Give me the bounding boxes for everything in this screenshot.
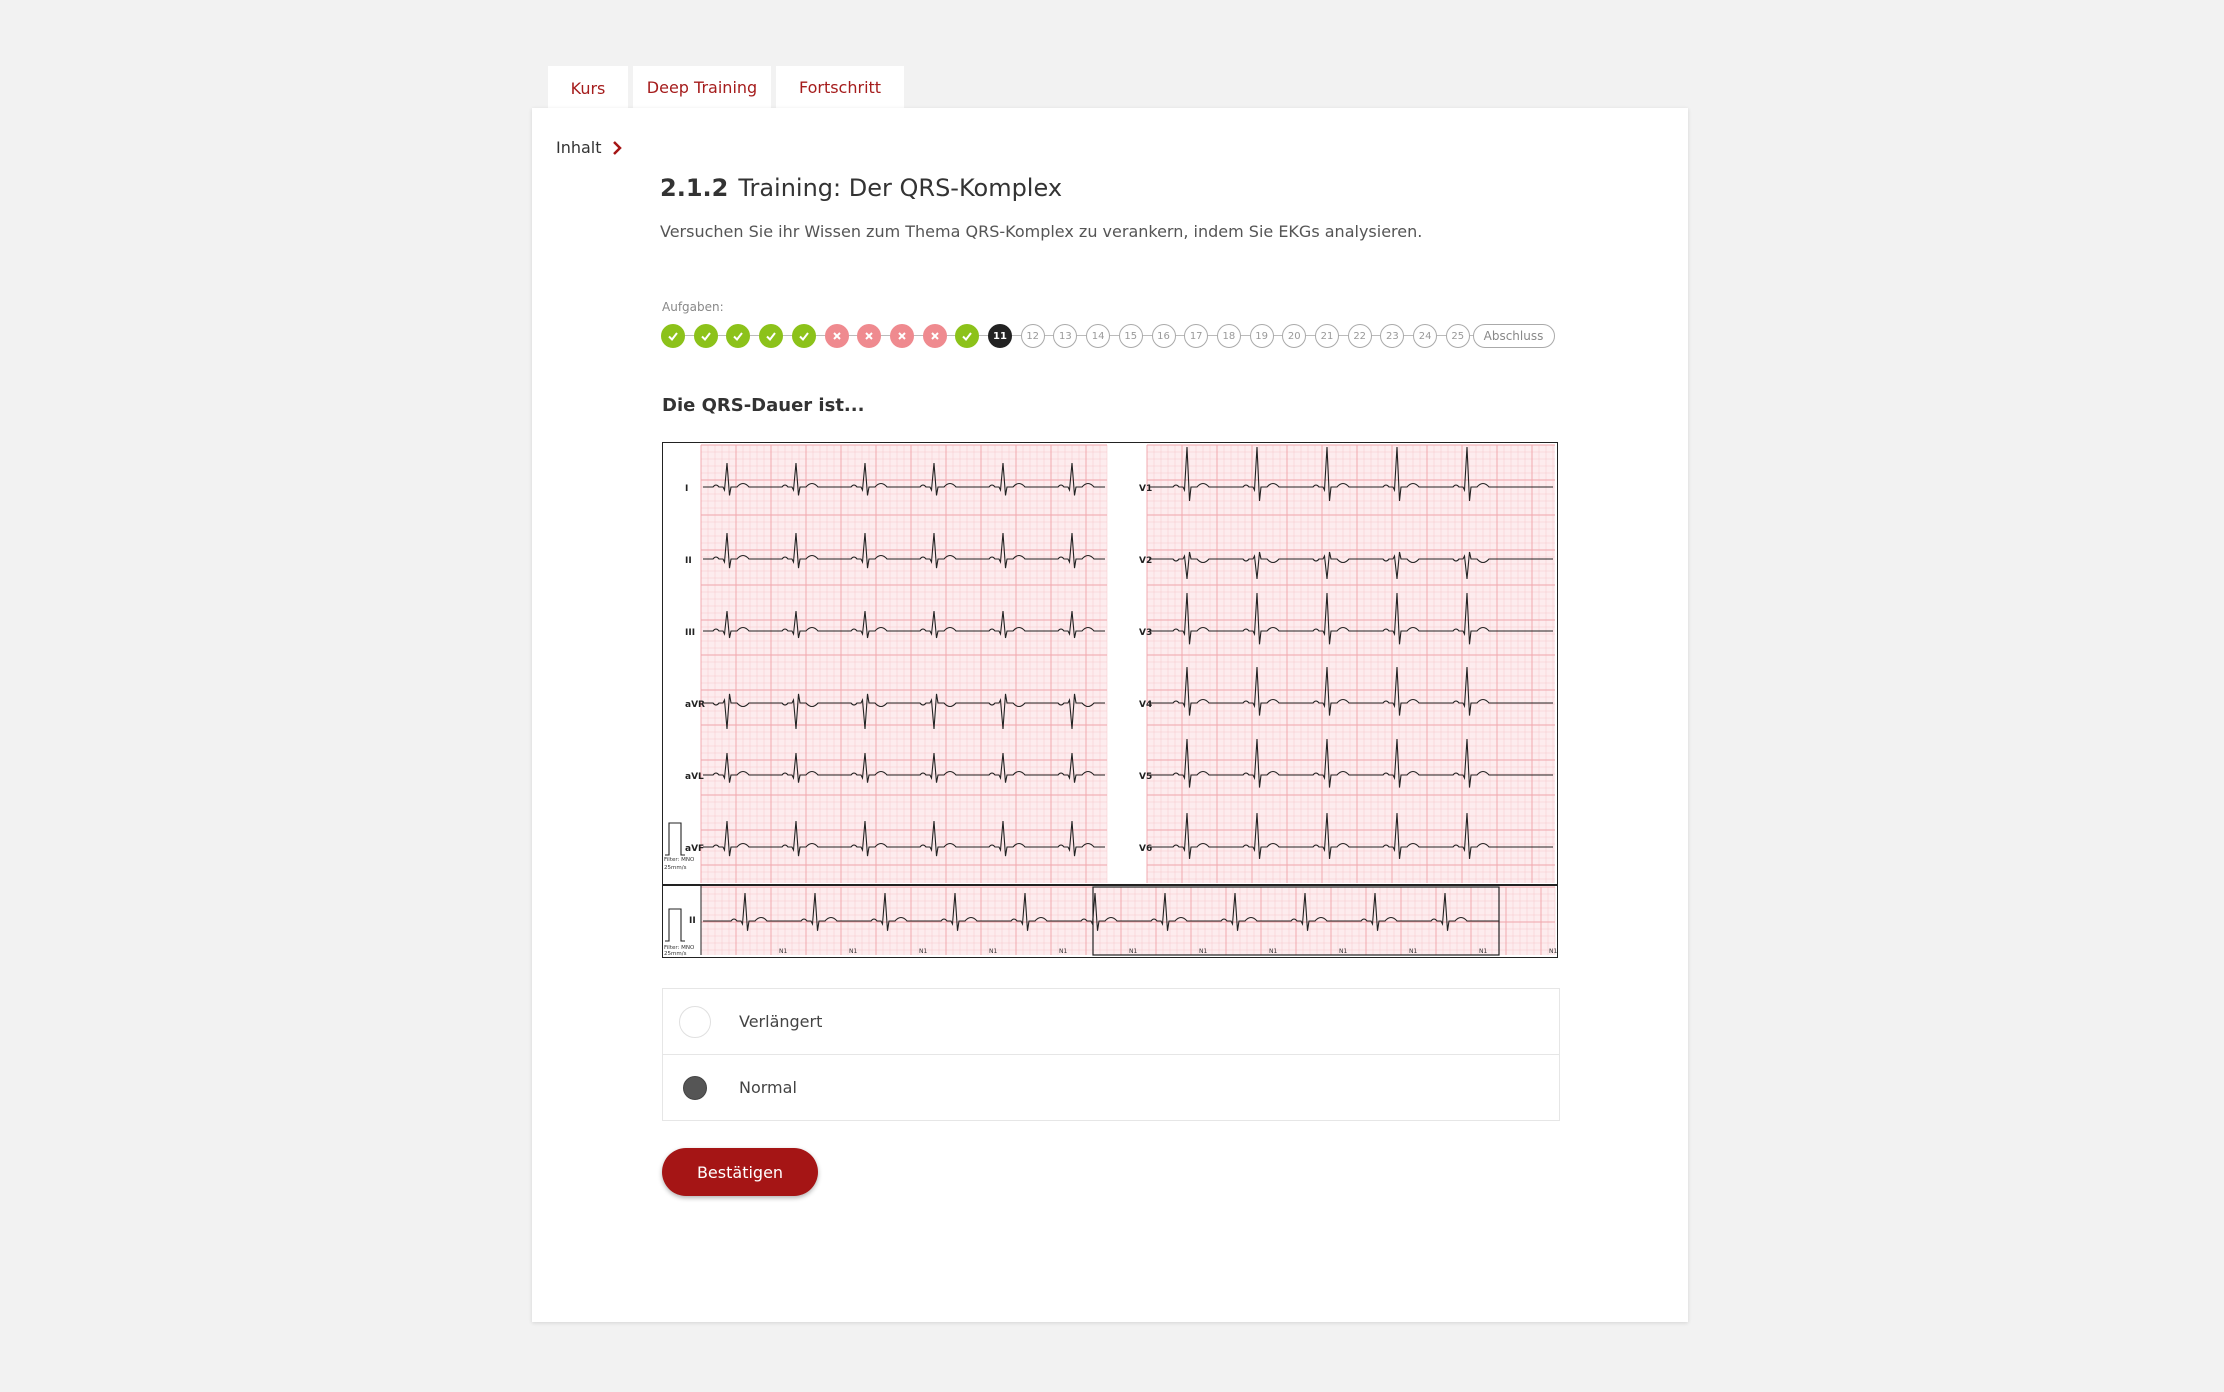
step-done-4[interactable]: [759, 324, 783, 348]
option-label: Verlängert: [739, 1012, 823, 1031]
step-14[interactable]: 14: [1086, 324, 1110, 348]
step-abschluss[interactable]: Abschluss: [1473, 324, 1555, 348]
ecg-lead-label: aVF: [685, 844, 705, 854]
lesson-title: Training: Der QRS-Komplex: [738, 174, 1063, 202]
option-label: Normal: [739, 1078, 797, 1097]
ecg-calibration-pulse: [665, 823, 685, 855]
ecg-beat-label: N1: [1409, 948, 1418, 955]
check-icon: [960, 329, 974, 343]
answer-options: [662, 988, 1560, 1121]
ecg-beat-label: N1: [1269, 948, 1278, 955]
step-11[interactable]: 11: [988, 324, 1012, 348]
ecg-lead-label: aVR: [685, 700, 705, 710]
page-title: [660, 174, 1062, 202]
step-wrong-7[interactable]: [857, 324, 881, 348]
ecg-beat-label: N1: [989, 948, 998, 955]
step-18[interactable]: 18: [1217, 324, 1241, 348]
ecg-lead-label: aVL: [685, 772, 704, 782]
step-wrong-6[interactable]: [825, 324, 849, 348]
check-icon: [699, 329, 713, 343]
ecg-beat-label: N1: [1479, 948, 1488, 955]
ecg-beat-label: N1: [1059, 948, 1068, 955]
ecg-lead-label: II: [685, 556, 692, 566]
ecg-grid-right-bg: [1147, 445, 1555, 883]
cross-icon: [928, 329, 942, 343]
ecg-beat-label: N1: [919, 948, 928, 955]
confirm-button[interactable]: Bestätigen: [662, 1148, 818, 1196]
check-icon: [797, 329, 811, 343]
step-done-10[interactable]: [955, 324, 979, 348]
option-verlaengert[interactable]: [663, 989, 1559, 1055]
ecg-filter-label: Filter: MNO: [664, 857, 695, 863]
cross-icon: [830, 329, 844, 343]
content-panel: [532, 108, 1688, 1322]
check-icon: [764, 329, 778, 343]
ecg-lead-label: V6: [1139, 844, 1153, 854]
step-20[interactable]: 20: [1282, 324, 1306, 348]
step-done-2[interactable]: [694, 324, 718, 348]
step-17[interactable]: 17: [1184, 324, 1208, 348]
step-15[interactable]: 15: [1119, 324, 1143, 348]
ecg-lead-label: V4: [1139, 700, 1153, 710]
ecg-lead-label: V1: [1139, 484, 1153, 494]
ecg-beat-label: N1: [1339, 948, 1348, 955]
tasks-label: Aufgaben:: [662, 300, 724, 314]
step-21[interactable]: 21: [1315, 324, 1339, 348]
ecg-beat-label: N1: [1129, 948, 1138, 955]
cross-icon: [895, 329, 909, 343]
ecg-image: [662, 442, 1558, 958]
ecg-lead-label: V5: [1139, 772, 1153, 782]
ecg-calibration-pulse-rhythm: [665, 909, 685, 941]
tab-fortschritt[interactable]: Fortschritt: [776, 66, 904, 108]
step-23[interactable]: 23: [1380, 324, 1404, 348]
check-icon: [666, 329, 680, 343]
question-text: Die QRS-Dauer ist...: [662, 395, 865, 416]
ecg-beat-label: N1: [849, 948, 858, 955]
step-12[interactable]: 12: [1021, 324, 1045, 348]
step-19[interactable]: 19: [1250, 324, 1274, 348]
tab-bar: [548, 66, 909, 108]
lesson-number: 2.1.2: [660, 174, 729, 202]
ecg-beat-label: N1: [779, 948, 788, 955]
lesson-description: Versuchen Sie ihr Wissen zum Thema QRS-Komplex zu verankern, indem Sie EKGs analysieren.: [660, 222, 1423, 241]
ecg-lead-label: III: [685, 628, 696, 638]
ecg-beat-label: N1: [1199, 948, 1208, 955]
ecg-lead-label: I: [685, 484, 689, 494]
ecg-strip: [663, 443, 1557, 957]
check-icon: [731, 329, 745, 343]
ecg-speed-label: 25mm/s: [664, 865, 687, 871]
step-done-1[interactable]: [661, 324, 685, 348]
step-22[interactable]: 22: [1348, 324, 1372, 348]
step-25[interactable]: 25: [1446, 324, 1470, 348]
radio-button[interactable]: [679, 1006, 711, 1038]
option-normal[interactable]: [663, 1055, 1559, 1120]
step-16[interactable]: 16: [1152, 324, 1176, 348]
breadcrumb-label: Inhalt: [556, 138, 602, 157]
task-stepper: [661, 322, 1559, 350]
tab-kurs[interactable]: Kurs: [548, 66, 628, 110]
step-done-3[interactable]: [726, 324, 750, 348]
step-13[interactable]: 13: [1053, 324, 1077, 348]
step-24[interactable]: 24: [1413, 324, 1437, 348]
ecg-lead-label: II: [689, 916, 696, 926]
ecg-lead-label: V2: [1139, 556, 1153, 566]
ecg-filter-label: Filter: MNO: [664, 945, 695, 951]
radio-button[interactable]: [683, 1076, 707, 1100]
step-done-5[interactable]: [792, 324, 816, 348]
ecg-lead-label: V3: [1139, 628, 1153, 638]
tab-deep-training[interactable]: Deep Training: [633, 66, 771, 108]
step-wrong-9[interactable]: [923, 324, 947, 348]
ecg-beat-label: N1: [1549, 948, 1557, 955]
breadcrumb-inhalt[interactable]: [556, 138, 622, 157]
ecg-speed-label: 25mm/s: [664, 951, 687, 957]
chevron-right-icon: [612, 141, 622, 155]
cross-icon: [862, 329, 876, 343]
step-wrong-8[interactable]: [890, 324, 914, 348]
